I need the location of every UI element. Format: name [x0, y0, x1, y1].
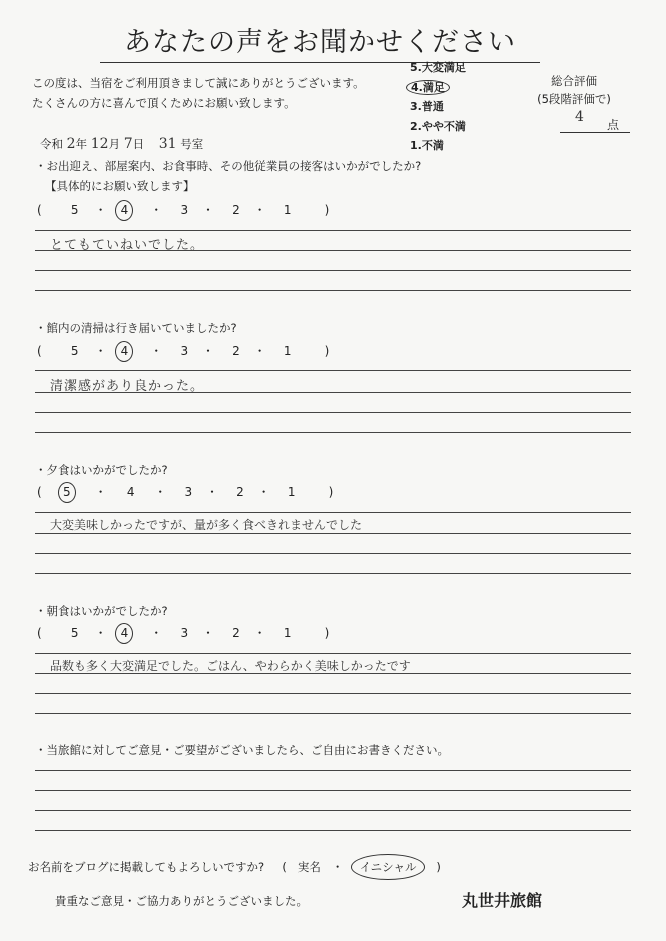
- dot: ・: [150, 344, 163, 358]
- question-3-answer[interactable]: 大変美味しかったですが、量が多く食べきれませんでした: [50, 518, 363, 532]
- rating-4[interactable]: 4: [126, 485, 135, 499]
- stay-date-room: [40, 136, 203, 152]
- stay-month[interactable]: 12: [90, 136, 109, 152]
- rating-1[interactable]: 1: [287, 485, 296, 499]
- room-unit: 号室: [180, 137, 204, 151]
- overall-score-line: [560, 112, 630, 133]
- dot: ・: [94, 485, 107, 499]
- room-number[interactable]: 31: [158, 136, 177, 152]
- answer-line: [35, 392, 631, 393]
- rating-4-selected[interactable]: 4: [115, 200, 133, 221]
- scale-item-4: [410, 78, 466, 98]
- intro-line-1: この度は、当宿をご利用頂きまして誠にありがとうございます。: [32, 76, 365, 90]
- scale-item-4-selected: 4.満足: [406, 80, 450, 95]
- year-unit: 年: [75, 137, 88, 151]
- rating-1[interactable]: 1: [283, 626, 292, 640]
- question-1-text: ・お出迎え、部屋案内、お食事時、その他従業員の接客はいかがでしたか?: [35, 159, 422, 173]
- option-initial-selected[interactable]: イニシャル: [351, 854, 426, 880]
- stay-year[interactable]: 2: [66, 136, 76, 152]
- comments-prompt: ・当旅館に対してご意見・ご要望がございましたら、ご自由にお書きください。: [35, 743, 449, 757]
- rating-1[interactable]: 1: [283, 203, 292, 217]
- paren-close: ): [324, 626, 330, 640]
- question-2-rating[interactable]: [37, 342, 329, 360]
- paren-open: (: [37, 626, 42, 640]
- answer-line: [35, 412, 631, 413]
- dot: ・: [201, 626, 214, 640]
- overall-score[interactable]: 4: [575, 109, 584, 125]
- dot: ・: [94, 626, 107, 640]
- overall-score-unit: 点: [607, 118, 620, 132]
- answer-line: [35, 553, 631, 554]
- rating-2[interactable]: 2: [232, 626, 240, 640]
- option-real-name[interactable]: 実名: [297, 860, 321, 874]
- intro-text: [32, 73, 365, 113]
- dot: ・: [94, 203, 107, 217]
- rating-3[interactable]: 3: [180, 626, 189, 640]
- question-3-text: ・夕食はいかがでしたか?: [35, 463, 168, 477]
- rating-3[interactable]: 3: [184, 485, 193, 499]
- question-2-text: ・館内の清掃は行き届いていましたか?: [35, 321, 237, 335]
- dot: ・: [150, 203, 163, 217]
- intro-line-2: たくさんの方に喜んで頂くためにお願い致します。: [32, 96, 296, 110]
- comment-line[interactable]: [35, 810, 631, 811]
- question-4-text: ・朝食はいかがでしたか?: [35, 604, 168, 618]
- dot: ・: [150, 626, 163, 640]
- rating-5[interactable]: 5: [70, 203, 79, 217]
- rating-1[interactable]: 1: [283, 344, 292, 358]
- dot: ・: [331, 860, 344, 874]
- overall-label: 総合評価: [551, 74, 597, 88]
- rating-5[interactable]: 5: [70, 344, 79, 358]
- paren-open: (: [37, 203, 42, 217]
- comment-line[interactable]: [35, 830, 631, 831]
- question-1-answer[interactable]: とてもていねいでした。: [50, 238, 205, 253]
- answer-line: [35, 673, 631, 674]
- answer-line: [35, 250, 631, 251]
- blog-question: お名前をブログに掲載してもよろしいですか?: [28, 860, 265, 874]
- answer-line: [35, 370, 631, 371]
- dot: ・: [154, 485, 167, 499]
- dot: ・: [205, 485, 218, 499]
- answer-line: [35, 573, 631, 574]
- overall-rating: [514, 72, 634, 108]
- rating-scale-legend: [410, 58, 466, 156]
- paren-close: ): [436, 860, 441, 874]
- question-1-sub: 【具体的にお願い致します】: [45, 179, 195, 193]
- overall-sub: (5段階評価で): [537, 92, 611, 106]
- dot: ・: [253, 626, 266, 640]
- question-4-rating[interactable]: [37, 624, 329, 642]
- scale-item-3: 3.普通: [410, 100, 444, 113]
- rating-4-selected[interactable]: 4: [115, 341, 133, 362]
- dot: ・: [253, 203, 266, 217]
- answer-line: [35, 270, 631, 271]
- dot: ・: [94, 344, 107, 358]
- dot: ・: [253, 344, 266, 358]
- rating-4-selected[interactable]: 4: [115, 623, 133, 644]
- paren-close: ): [324, 203, 330, 217]
- answer-line: [35, 512, 631, 513]
- paren-open: (: [282, 860, 287, 874]
- answer-line: [35, 230, 631, 231]
- rating-2[interactable]: 2: [232, 203, 240, 217]
- month-unit: 月: [108, 137, 121, 151]
- question-3-rating[interactable]: [37, 483, 333, 501]
- answer-line: [35, 432, 631, 433]
- day-unit: 日: [132, 137, 145, 151]
- thanks-text: 貴重なご意見・ご協力ありがとうございました。: [55, 894, 308, 908]
- paren-close: ): [328, 485, 334, 499]
- scale-item-1: 1.不満: [410, 139, 444, 152]
- answer-line: [35, 713, 631, 714]
- rating-2[interactable]: 2: [232, 344, 240, 358]
- dot: ・: [201, 344, 214, 358]
- question-1-rating[interactable]: [37, 201, 329, 219]
- rating-2[interactable]: 2: [236, 485, 244, 499]
- scale-item-5: 5.大変満足: [410, 61, 466, 74]
- dot: ・: [257, 485, 270, 499]
- comment-line[interactable]: [35, 770, 631, 771]
- answer-line: [35, 290, 631, 291]
- stay-day[interactable]: 7: [123, 136, 133, 152]
- rating-3[interactable]: 3: [180, 203, 189, 217]
- rating-5[interactable]: 5: [70, 626, 79, 640]
- paren-open: (: [37, 485, 42, 499]
- era: 令和: [40, 137, 63, 151]
- inn-name: 丸世井旅館: [462, 891, 543, 910]
- question-2-answer[interactable]: 清潔感があり良かった。: [50, 379, 205, 394]
- dot: ・: [201, 203, 214, 217]
- question-4-answer[interactable]: 品数も多く大変満足でした。ごはん、やわらかく美味しかったです: [50, 659, 411, 673]
- scale-item-2: 2.やや不満: [410, 119, 466, 133]
- page-title: あなたの声をお聞かせください: [100, 20, 540, 63]
- rating-3[interactable]: 3: [180, 344, 189, 358]
- answer-line: [35, 693, 631, 694]
- answer-line: [35, 533, 631, 534]
- comment-line[interactable]: [35, 790, 631, 791]
- answer-line: [35, 653, 631, 654]
- paren-close: ): [324, 344, 330, 358]
- rating-5-selected[interactable]: 5: [58, 482, 76, 503]
- blog-consent: [28, 854, 441, 880]
- paren-open: (: [37, 344, 42, 358]
